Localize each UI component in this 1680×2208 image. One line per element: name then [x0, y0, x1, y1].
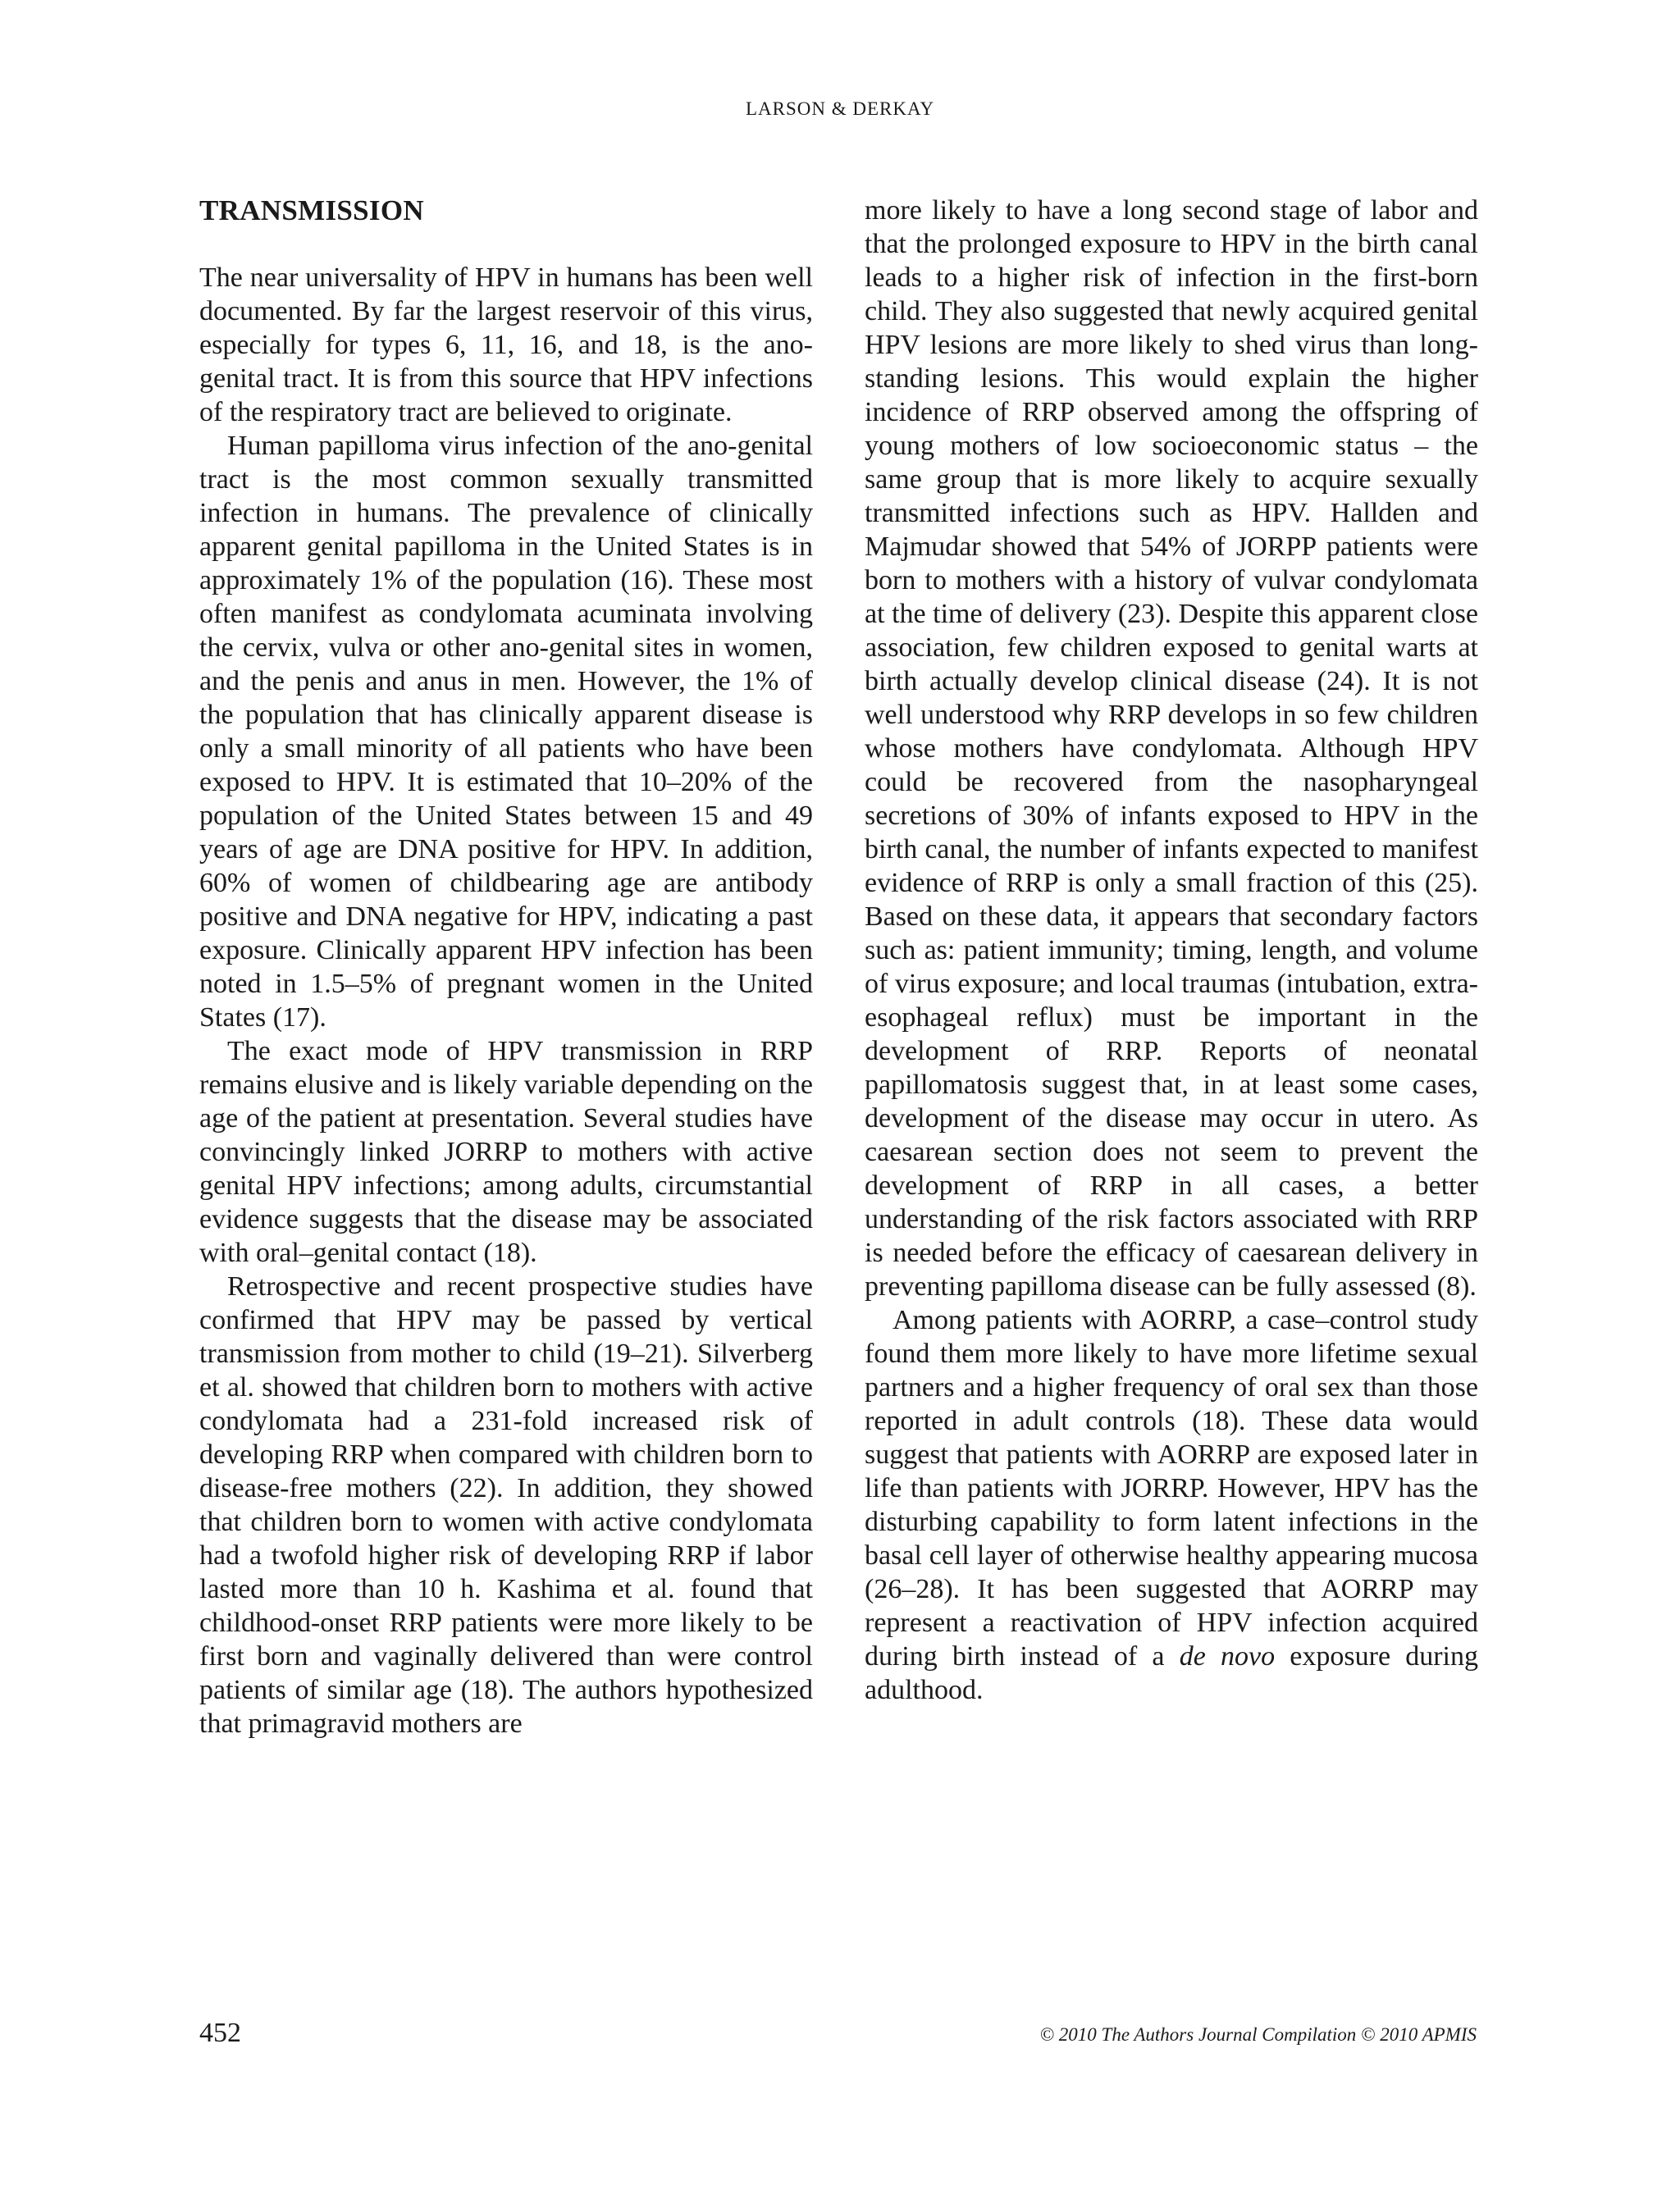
- running-head: LARSON & DERKAY: [745, 98, 935, 119]
- right-column: [865, 194, 1478, 1707]
- section-heading: TRANSMISSION: [199, 194, 424, 226]
- paragraph: The near universality of HPV in humans has been well documented. By far the largest reservoir of this virus, especially for types 6, 11, 16, and 18, is the ano-genital tract. It is from this source that HPV infections of the respiratory tract are believed to originate.: [199, 262, 813, 427]
- left-column: [199, 194, 813, 1740]
- paragraph: more likely to have a long second stage of labor and that the prolonged exposure to HPV in the birth canal leads to a higher risk of infection in the first-born child. They also suggested that newly acquired genital HPV lesions are more likely to shed virus than long-standing lesions. This would explain the higher incidence of RRP observed among the offspring of young mothers of low socioeconomic status – the same group that is more likely to acquire sexually transmitted infections such as HPV. Hallden and Majmudar showed that 54% of JORPP patients were born to mothers with a history of vulvar condylomata at the time of delivery (23). Despite this apparent close association, few children exposed to genital warts at birth actually develop clinical disease (24). It is not well understood why RRP develops in so few children whose mothers have condylomata. Although HPV could be recovered from the nasopharyngeal secretions of 30% of infants exposed to HPV in the birth canal, the number of infants expected to manifest evidence of RRP is only a small fraction of this (25). Based on these data, it appears that secondary factors such as: patient immunity; timing, length, and volume of virus exposure; and local traumas (intubation, extra-esophageal reflux) must be important in the development of RRP. Reports of neonatal papillomatosis suggest that, in at least some cases, development of the disease may occur in utero. As caesarean section does not seem to prevent the development of RRP in all cases, a better understanding of the risk factors associated with RRP is needed before the efficacy of caesarean delivery in preventing papilloma disease can be fully assessed (8).: [865, 195, 1478, 1302]
- paragraph: Human papilloma virus infection of the ano-genital tract is the most common sexually transmitted infection in humans. The prevalence of clinically apparent genital papilloma in the United States is in approximately 1% of the population (16). These most often manifest as condylomata acuminata involving the cervix, vulva or other ano-genital sites in women, and the penis and anus in men. However, the 1% of the population that has clinically apparent disease is only a small minority of all patients who have been exposed to HPV. It is estimated that 10–20% of the population of the United States between 15 and 49 years of age are DNA positive for HPV. In addition, 60% of women of childbearing age are antibody positive and DNA negative for HPV, indicating a past exposure. Clinically apparent HPV infection has been noted in 1.5–5% of pregnant women in the United States (17).: [199, 431, 813, 1033]
- paragraph: [865, 1303, 1478, 1707]
- copyright-notice: © 2010 The Authors Journal Compilation © 2010 APMIS: [1039, 2024, 1477, 2045]
- paragraph: The exact mode of HPV transmission in RRP remains elusive and is likely variable depending on the age of the patient at presentation. Several studies have convincingly linked JORRP to mothers with active genital HPV infections; among adults, circumstantial evidence suggests that the disease may be associated with oral–genital contact (18).: [199, 1036, 813, 1268]
- paragraph-text: Among patients with AORRP, a case–control study found them more likely to have more lifetime sexual partners and a higher frequency of oral sex than those reported in adult controls (18). These data would suggest that patients with AORRP are exposed later in life than patients with JORRP. However, HPV has the disturbing capability to form latent infections in the basal cell layer of otherwise healthy appearing mucosa (26–28). It has been suggested that AORRP may represent a reactivation of HPV infection acquired during birth instead of a: [865, 1305, 1478, 1672]
- paragraph: Retrospective and recent prospective studies have confirmed that HPV may be passed by vertical transmission from mother to child (19–21). Silverberg et al. showed that children born to mothers with active condylomata had a 231-fold increased risk of developing RRP when compared with children born to disease-free mothers (22). In addition, they showed that children born to women with active condylomata had a twofold higher risk of developing RRP if labor lasted more than 10 h. Kashima et al. found that childhood-onset RRP patients were more likely to be first born and vaginally delivered than were control patients of similar age (18). The authors hypothesized that primagravid mothers are: [199, 1271, 813, 1739]
- page-number: 452: [199, 2018, 241, 2048]
- paragraph-text-end: exposure during adulthood.: [865, 1641, 1478, 1705]
- italic-term: de novo: [1179, 1641, 1276, 1672]
